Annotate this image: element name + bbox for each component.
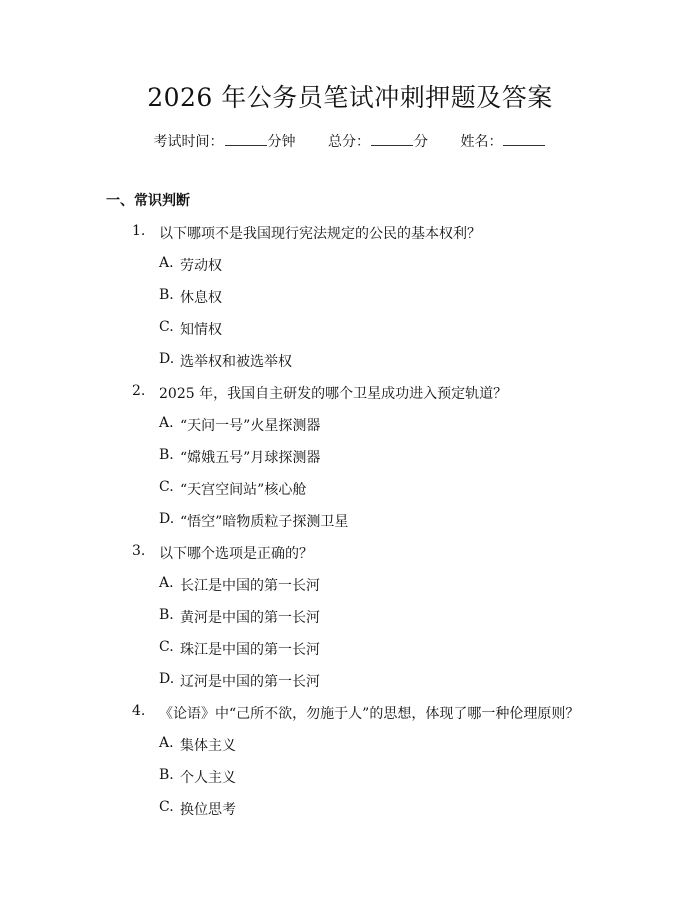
time-unit: 分钟 [267,134,296,150]
question-text: 《论语》中“己所不欲，勿施于人”的思想，体现了哪一种伦理原则？ [159,706,580,722]
option-row [0,474,700,506]
option-letter: A. [159,255,174,271]
option-letter: A. [159,575,174,591]
option-row [0,346,700,378]
option-letter: C. [159,479,174,495]
question-text: 2025 年，我国自主研发的哪个卫星成功进入预定轨道？ [159,386,508,402]
question-number: 1. [132,223,146,239]
option-row [0,442,700,474]
option-row [0,506,700,538]
name-label: 姓名： [460,134,503,150]
question-list [0,218,700,826]
option-text: 集体主义 [180,738,236,754]
score-label: 总分： [328,134,370,150]
option-text: 个人主义 [180,770,236,786]
option-row [0,410,700,442]
option-text: 劳动权 [180,258,222,274]
question-3 [0,538,700,570]
question-number: 3. [132,543,146,559]
page-title: 2026 年公务员笔试冲刺押题及答案 [147,83,553,112]
option-row [0,794,700,826]
option-letter: D. [159,671,175,687]
question-number: 2. [132,383,146,399]
option-letter: C. [159,799,174,815]
option-text: 黄河是中国的第一长河 [180,610,320,626]
option-text: 长江是中国的第一长河 [180,578,320,594]
question-text: 以下哪项不是我国现行宪法规定的公民的基本权利？ [159,226,481,242]
section-title: 一、常识判断 [106,193,190,209]
option-text: 换位思考 [180,802,236,818]
option-text: “天宫空间站”核心舱 [180,482,307,498]
option-text: “悟空”暗物质粒子探测卫星 [180,514,349,530]
option-row [0,602,700,634]
option-row [0,730,700,762]
score-blank [371,144,413,146]
option-letter: B. [159,767,174,783]
option-letter: C. [159,639,174,655]
option-letter: A. [159,735,174,751]
option-row [0,762,700,794]
question-text: 以下哪个选项是正确的？ [159,546,313,562]
option-text: 知情权 [180,322,222,338]
time-label: 考试时间： [153,134,224,150]
option-letter: D. [159,511,175,527]
option-letter: A. [159,415,174,431]
time-blank [225,144,267,146]
score-unit: 分 [414,134,428,150]
question-2 [0,378,700,410]
time-field [154,131,296,151]
name-blank [503,144,545,146]
score-field [328,131,428,151]
option-text: 辽河是中国的第一长河 [180,674,320,690]
option-row [0,314,700,346]
question-number: 4. [132,703,146,719]
question-4 [0,698,700,730]
exam-meta [0,131,700,151]
option-row [0,250,700,282]
option-text: “嫦娥五号”月球探测器 [180,450,321,466]
option-letter: B. [159,447,174,463]
option-row [0,282,700,314]
option-text: 珠江是中国的第一长河 [180,642,320,658]
option-letter: B. [159,287,174,303]
option-letter: B. [159,607,174,623]
name-field [460,131,546,151]
option-row [0,666,700,698]
option-letter: D. [159,351,175,367]
question-1 [0,218,700,250]
option-row [0,634,700,666]
option-text: “天问一号”火星探测器 [180,418,321,434]
option-text: 选举权和被选举权 [180,354,292,370]
option-letter: C. [159,319,174,335]
option-text: 休息权 [180,290,222,306]
option-row [0,570,700,602]
